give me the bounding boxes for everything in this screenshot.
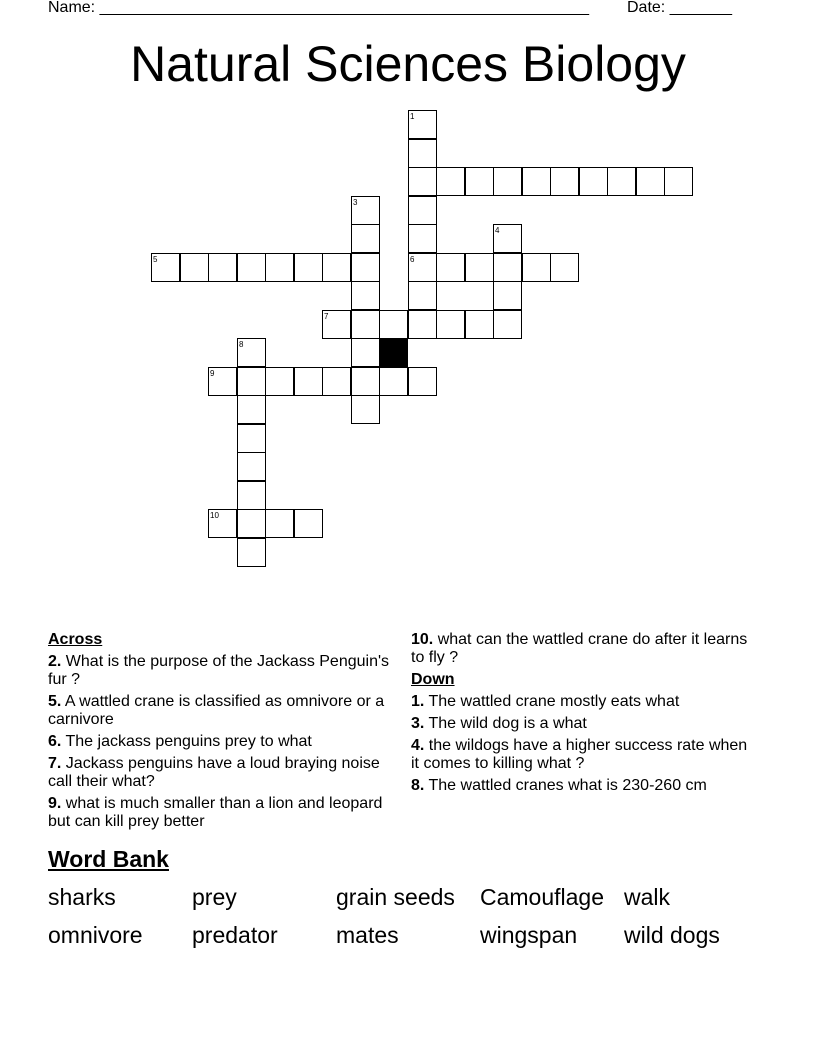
crossword-cell[interactable] xyxy=(408,224,437,253)
clue-number: 4. xyxy=(411,737,425,754)
word-bank-item: predator xyxy=(192,922,278,948)
crossword-cell[interactable] xyxy=(351,196,380,225)
clue-number: 9. xyxy=(48,795,62,812)
word-bank-item: sharks xyxy=(48,884,116,910)
down-heading: Down xyxy=(411,671,455,688)
cell-number: 6 xyxy=(410,255,415,264)
crossword-cell[interactable] xyxy=(151,253,180,282)
crossword-cell[interactable] xyxy=(408,281,437,310)
crossword-cell[interactable] xyxy=(493,167,522,196)
word-bank-item: prey xyxy=(192,884,237,910)
crossword-cell[interactable] xyxy=(237,538,266,567)
crossword-cell[interactable] xyxy=(607,167,636,196)
clue-number: 10. xyxy=(411,631,434,648)
word-bank-item: grain seeds xyxy=(336,884,455,910)
crossword-cell[interactable] xyxy=(237,253,266,282)
clue-column-right xyxy=(411,631,756,799)
cell-number: 1 xyxy=(410,112,415,121)
crossword-cell[interactable] xyxy=(351,395,380,424)
crossword-cell[interactable] xyxy=(322,310,351,339)
date-field-label: Date: _______ xyxy=(627,0,732,16)
clue-number: 3. xyxy=(411,715,425,732)
crossword-cell[interactable] xyxy=(237,338,266,367)
word-bank-item: walk xyxy=(624,884,671,910)
down-clue xyxy=(411,693,756,711)
crossword-cell[interactable] xyxy=(351,281,380,310)
crossword-cell[interactable] xyxy=(294,367,323,396)
crossword-cell[interactable] xyxy=(436,253,465,282)
crossword-cell[interactable] xyxy=(208,367,237,396)
crossword-cell[interactable] xyxy=(493,310,522,339)
crossword-cell[interactable] xyxy=(351,338,380,367)
crossword-cell[interactable] xyxy=(237,367,266,396)
cell-number: 10 xyxy=(210,511,219,520)
across-clue xyxy=(48,733,393,751)
clue-text: The wild dog is a what xyxy=(428,715,587,732)
page-title: Natural Sciences Biology xyxy=(130,36,686,92)
crossword-cell[interactable] xyxy=(379,310,408,339)
across-clue xyxy=(48,795,393,831)
across-clue xyxy=(48,755,393,791)
crossword-cell[interactable] xyxy=(664,167,693,196)
clue-number: 6. xyxy=(48,733,62,750)
cell-number: 3 xyxy=(353,198,358,207)
word-bank-item: mates xyxy=(336,922,399,948)
crossword-cell[interactable] xyxy=(237,481,266,510)
crossword-cell[interactable] xyxy=(465,167,494,196)
clue-text: A wattled crane is classified as omnivore or a carnivore xyxy=(48,693,385,728)
crossword-cell[interactable] xyxy=(408,253,437,282)
name-field-label: Name: _______________________________________________________ xyxy=(48,0,589,16)
cell-number: 8 xyxy=(239,340,244,349)
crossword-cell[interactable] xyxy=(522,253,551,282)
cell-number: 7 xyxy=(324,312,329,321)
crossword-cell[interactable] xyxy=(351,224,380,253)
clue-text: The wattled cranes what is 230-260 cm xyxy=(428,777,707,794)
crossword-cell[interactable] xyxy=(408,196,437,225)
crossword-cell[interactable] xyxy=(237,424,266,453)
crossword-cell[interactable] xyxy=(351,253,380,282)
crossword-block xyxy=(379,338,408,367)
crossword-cell[interactable] xyxy=(579,167,608,196)
crossword-cell[interactable] xyxy=(294,509,323,538)
crossword-cell[interactable] xyxy=(208,509,237,538)
crossword-cell[interactable] xyxy=(237,395,266,424)
crossword-cell[interactable] xyxy=(550,167,579,196)
crossword-cell[interactable] xyxy=(237,509,266,538)
clue-number: 7. xyxy=(48,755,62,772)
crossword-cell[interactable] xyxy=(265,367,294,396)
clue-number: 5. xyxy=(48,693,62,710)
word-bank-item: wild dogs xyxy=(624,922,720,948)
clue-text: what is much smaller than a lion and leopard but can kill prey better xyxy=(48,795,383,830)
crossword-cell[interactable] xyxy=(493,253,522,282)
crossword-cell[interactable] xyxy=(493,281,522,310)
across-clue xyxy=(48,693,393,729)
crossword-cell[interactable] xyxy=(322,367,351,396)
clue-number: 1. xyxy=(411,693,425,710)
down-clue xyxy=(411,715,756,733)
clue-column-left xyxy=(48,631,393,835)
crossword-cell[interactable] xyxy=(322,253,351,282)
word-bank-item: omnivore xyxy=(48,922,143,948)
across-clue xyxy=(48,653,393,689)
crossword-cell[interactable] xyxy=(408,310,437,339)
crossword-cell[interactable] xyxy=(550,253,579,282)
down-clue xyxy=(411,737,756,773)
crossword-cell[interactable] xyxy=(408,167,437,196)
crossword-cell[interactable] xyxy=(294,253,323,282)
word-bank-title: Word Bank xyxy=(48,846,169,872)
crossword-cell[interactable] xyxy=(436,310,465,339)
cell-number: 4 xyxy=(495,226,500,235)
crossword-cell[interactable] xyxy=(265,509,294,538)
crossword-cell[interactable] xyxy=(180,253,209,282)
clue-number: 2. xyxy=(48,653,62,670)
clue-text: what can the wattled crane do after it learns to fly ? xyxy=(411,631,748,666)
cell-number: 9 xyxy=(210,369,215,378)
word-bank-item: Camouflage xyxy=(480,884,605,910)
crossword-cell[interactable] xyxy=(351,310,380,339)
crossword-cell[interactable] xyxy=(465,310,494,339)
crossword-cell[interactable] xyxy=(408,110,437,139)
crossword-cell[interactable] xyxy=(522,167,551,196)
crossword-cell[interactable] xyxy=(465,253,494,282)
cell-number: 5 xyxy=(153,255,158,264)
across-heading: Across xyxy=(48,631,103,648)
crossword-cell[interactable] xyxy=(379,367,408,396)
crossword-cell[interactable] xyxy=(265,253,294,282)
clue-text: What is the purpose of the Jackass Penguin's fur ? xyxy=(48,653,390,688)
clue-text: Jackass penguins have a loud braying noise call their what? xyxy=(48,755,380,790)
crossword-cell[interactable] xyxy=(636,167,665,196)
crossword-cell[interactable] xyxy=(208,253,237,282)
clue-text: The jackass penguins prey to what xyxy=(65,733,312,750)
crossword-cell[interactable] xyxy=(408,139,437,168)
clue-text: the wildogs have a higher success rate when it comes to killing what ? xyxy=(411,737,748,772)
crossword-cell[interactable] xyxy=(493,224,522,253)
down-clue xyxy=(411,777,756,795)
clue-text: The wattled crane mostly eats what xyxy=(428,693,680,710)
across-clue xyxy=(411,631,756,667)
crossword-cell[interactable] xyxy=(436,167,465,196)
crossword-cell[interactable] xyxy=(237,452,266,481)
crossword-cell[interactable] xyxy=(408,367,437,396)
word-bank-item: wingspan xyxy=(480,922,578,948)
crossword-cell[interactable] xyxy=(351,367,380,396)
clue-number: 8. xyxy=(411,777,425,794)
